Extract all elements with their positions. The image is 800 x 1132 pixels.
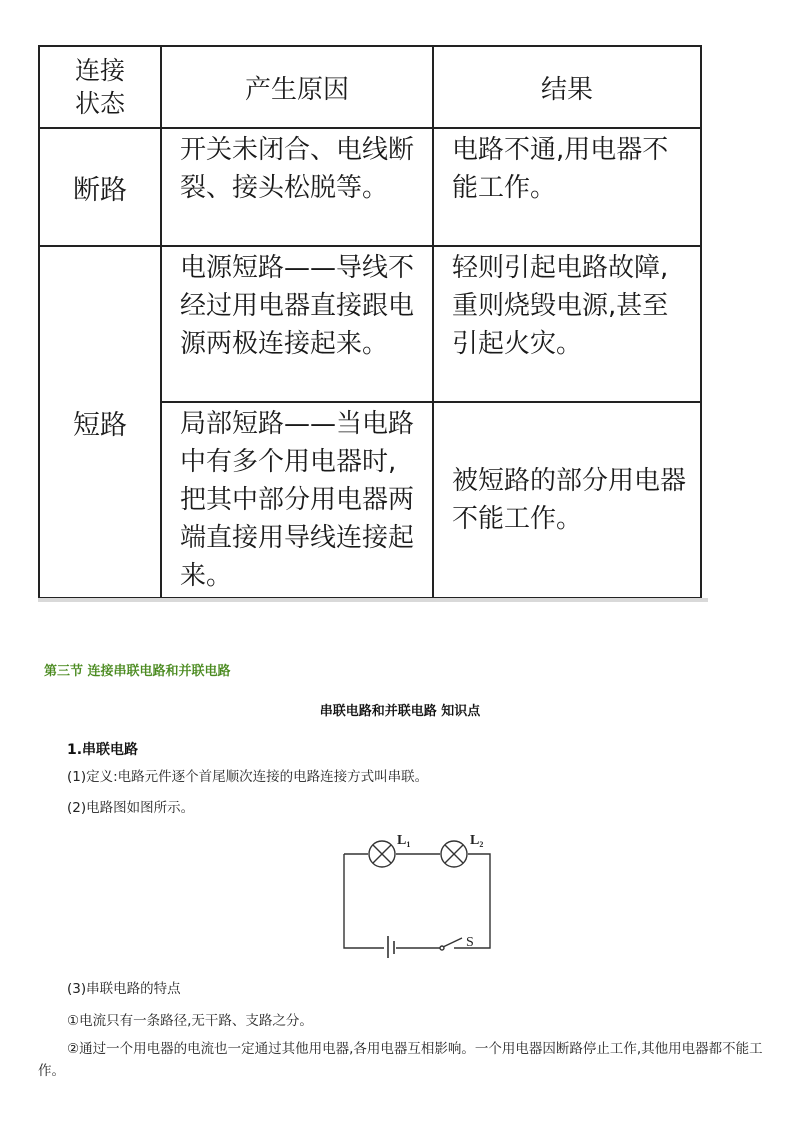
series-features-title: (3)串联电路的特点 (67, 981, 181, 997)
header-cause: 产生原因 (161, 46, 433, 128)
header-state-line2: 状态 (74, 89, 125, 118)
series-feature-2: ②通过一个用电器的电流也一定通过其他用电器,各用电器互相影响。一个用电器因断路停止工作,其他用电器都不能工作。 (38, 1041, 763, 1079)
diagram-intro: (2)电路图如图所示。 (67, 800, 195, 816)
state-open-circuit: 断路 (39, 128, 161, 246)
switch-label: S (466, 935, 474, 950)
table-bottom-edge (38, 598, 708, 602)
wire-left (344, 854, 384, 948)
header-connection-state (39, 46, 161, 128)
result-power-short: 轻则引起电路故障,重则烧毁电源,甚至引起火灾。 (433, 246, 701, 402)
document-section (0, 604, 800, 1132)
series-definition: (1)定义:电路元件逐个首尾顺次连接的电路连接方式叫串联。 (67, 769, 429, 785)
state-short-circuit: 短路 (39, 246, 161, 598)
table-header-row (39, 46, 701, 128)
switch-lever-icon (443, 938, 462, 947)
cause-local-short: 局部短路——当电路中有多个用电器时,把其中部分用电器两端直接用导线连接起来。 (161, 402, 433, 598)
battery-icon (388, 936, 394, 958)
wire-top-right (454, 854, 490, 948)
section-title: 第三节 连接串联电路和并联电路 (44, 664, 231, 679)
header-state-line1: 连接 (74, 56, 125, 85)
knowledge-points-title: 串联电路和并联电路 知识点 (319, 704, 481, 719)
circuit-fault-table (38, 45, 702, 599)
table-row-open-circuit (39, 128, 701, 246)
result-open-circuit: 电路不通,用电器不能工作。 (433, 128, 701, 246)
connection-state-table (38, 45, 702, 597)
header-result: 结果 (433, 46, 701, 128)
series-circuit-heading: 1.串联电路 (67, 742, 139, 758)
result-local-short: 被短路的部分用电器不能工作。 (433, 402, 701, 598)
table-row-power-short (39, 246, 701, 402)
cause-open-circuit: 开关未闭合、电线断裂、接头松脱等。 (161, 128, 433, 246)
series-feature-1: ①电流只有一条路径,无干路、支路之分。 (67, 1013, 313, 1029)
cause-power-short: 电源短路——导线不经过用电器直接跟电源两极连接起来。 (161, 246, 433, 402)
lamp-2-label: $L_2$ (470, 833, 484, 849)
lamp-1-label: $L_1$ (397, 833, 411, 849)
series-circuit-diagram (336, 826, 496, 958)
